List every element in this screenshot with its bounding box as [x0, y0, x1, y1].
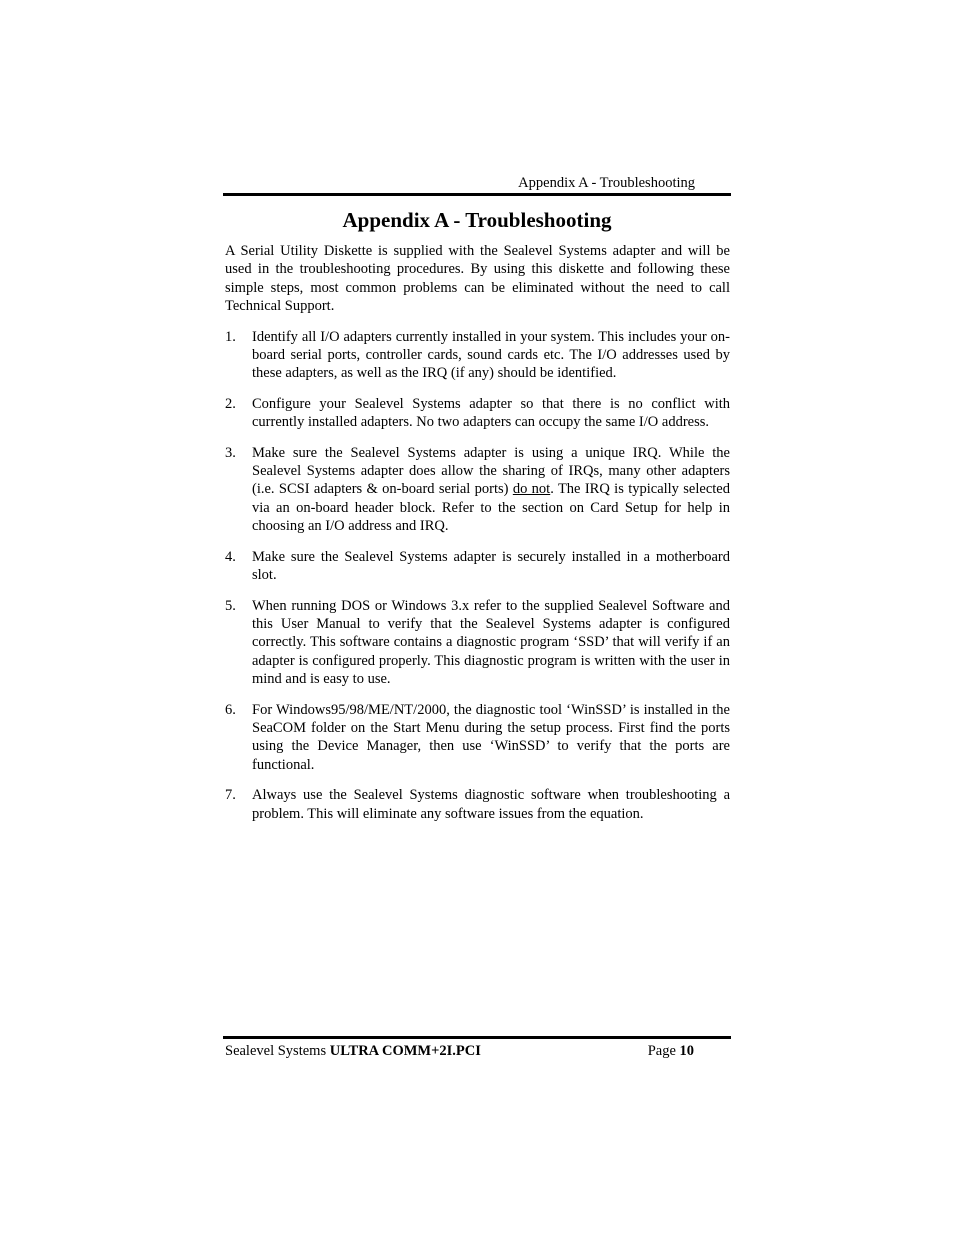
- step-item: [225, 701, 730, 775]
- footer-product-name: ULTRA COMM+2I.PCI: [329, 1043, 481, 1059]
- footer-page: [648, 1042, 694, 1060]
- step-text-after: . The IRQ is typically selected via an on-board header block. Refer to the section on Card Setup for help in choosing an I/O address and IRQ.: [252, 481, 730, 535]
- step-item: [225, 548, 730, 585]
- header-rule: [223, 193, 731, 196]
- step-text-before: Make sure the Sealevel Systems adapter is using a unique IRQ. While the Sealevel Systems adapter does allow the sharing of IRQs, many other adapters (i.e. SCSI adapters & on-board serial ports): [252, 444, 730, 498]
- step-number: 6.: [225, 701, 236, 718]
- document-page: [223, 0, 731, 1235]
- step-number: 2.: [225, 395, 236, 412]
- step-number: 5.: [225, 597, 236, 614]
- step-text: Always use the Sealevel Systems diagnostic software when troubleshooting a problem. This will eliminate any software issues from the equation.: [252, 787, 730, 822]
- footer-product: [225, 1042, 481, 1060]
- footer-company: Sealevel Systems: [225, 1043, 327, 1059]
- page-title: Appendix A - Troubleshooting: [342, 208, 612, 232]
- step-text: Make sure the Sealevel Systems adapter is securely installed in a motherboard slot.: [252, 548, 730, 584]
- step-item: [225, 328, 730, 383]
- footer-rule: [223, 1036, 731, 1039]
- step-text: Identify all I/O adapters currently installed in your system. This includes your on-board serial ports, controller cards, sound cards etc. The I/O addresses used by these adapters, as well as the IRQ (if any) should be identified.: [252, 328, 730, 382]
- footer-page-label: Page: [647, 1043, 676, 1059]
- step-item: [225, 395, 730, 432]
- step-item: [225, 597, 730, 689]
- page-number: 10: [679, 1043, 694, 1059]
- intro-paragraph: A Serial Utility Diskette is supplied with the Sealevel Systems adapter and will be used in the troubleshooting procedures. By using this diskette and following these simple steps, most common problems can be eliminated without the need to call Technical Support.: [225, 243, 730, 315]
- main-content: [225, 242, 730, 835]
- underlined-text: do not: [512, 481, 551, 498]
- step-number: 4.: [225, 548, 236, 565]
- step-number: 1.: [225, 328, 236, 345]
- step-text: When running DOS or Windows 3.x refer to the supplied Sealevel Software and this User Manual to verify that the Sealevel Systems adapter is configured correctly. This software contains a diagnostic program ‘SSD’ that will verify if an adapter is configured properly. This diagnostic program is written with the user in mind and is easy to use.: [252, 597, 730, 688]
- running-header: Appendix A - Troubleshooting: [518, 175, 695, 191]
- step-text: Configure your Sealevel Systems adapter so that there is no conflict with currently installed adapters. No two adapters can occupy the same I/O address.: [252, 395, 730, 431]
- step-item: [225, 444, 730, 536]
- troubleshooting-steps: [225, 328, 730, 823]
- step-item: [225, 786, 730, 823]
- step-text: For Windows95/98/ME/NT/2000, the diagnostic tool ‘WinSSD’ is installed in the SeaCOM folder on the Start Menu during the setup process. First find the ports using the Device Manager, then use ‘WinSSD’ to verify that the ports are functional.: [252, 701, 730, 773]
- step-number: 3.: [225, 444, 236, 461]
- step-number: 7.: [225, 787, 236, 804]
- step-text: [252, 445, 730, 535]
